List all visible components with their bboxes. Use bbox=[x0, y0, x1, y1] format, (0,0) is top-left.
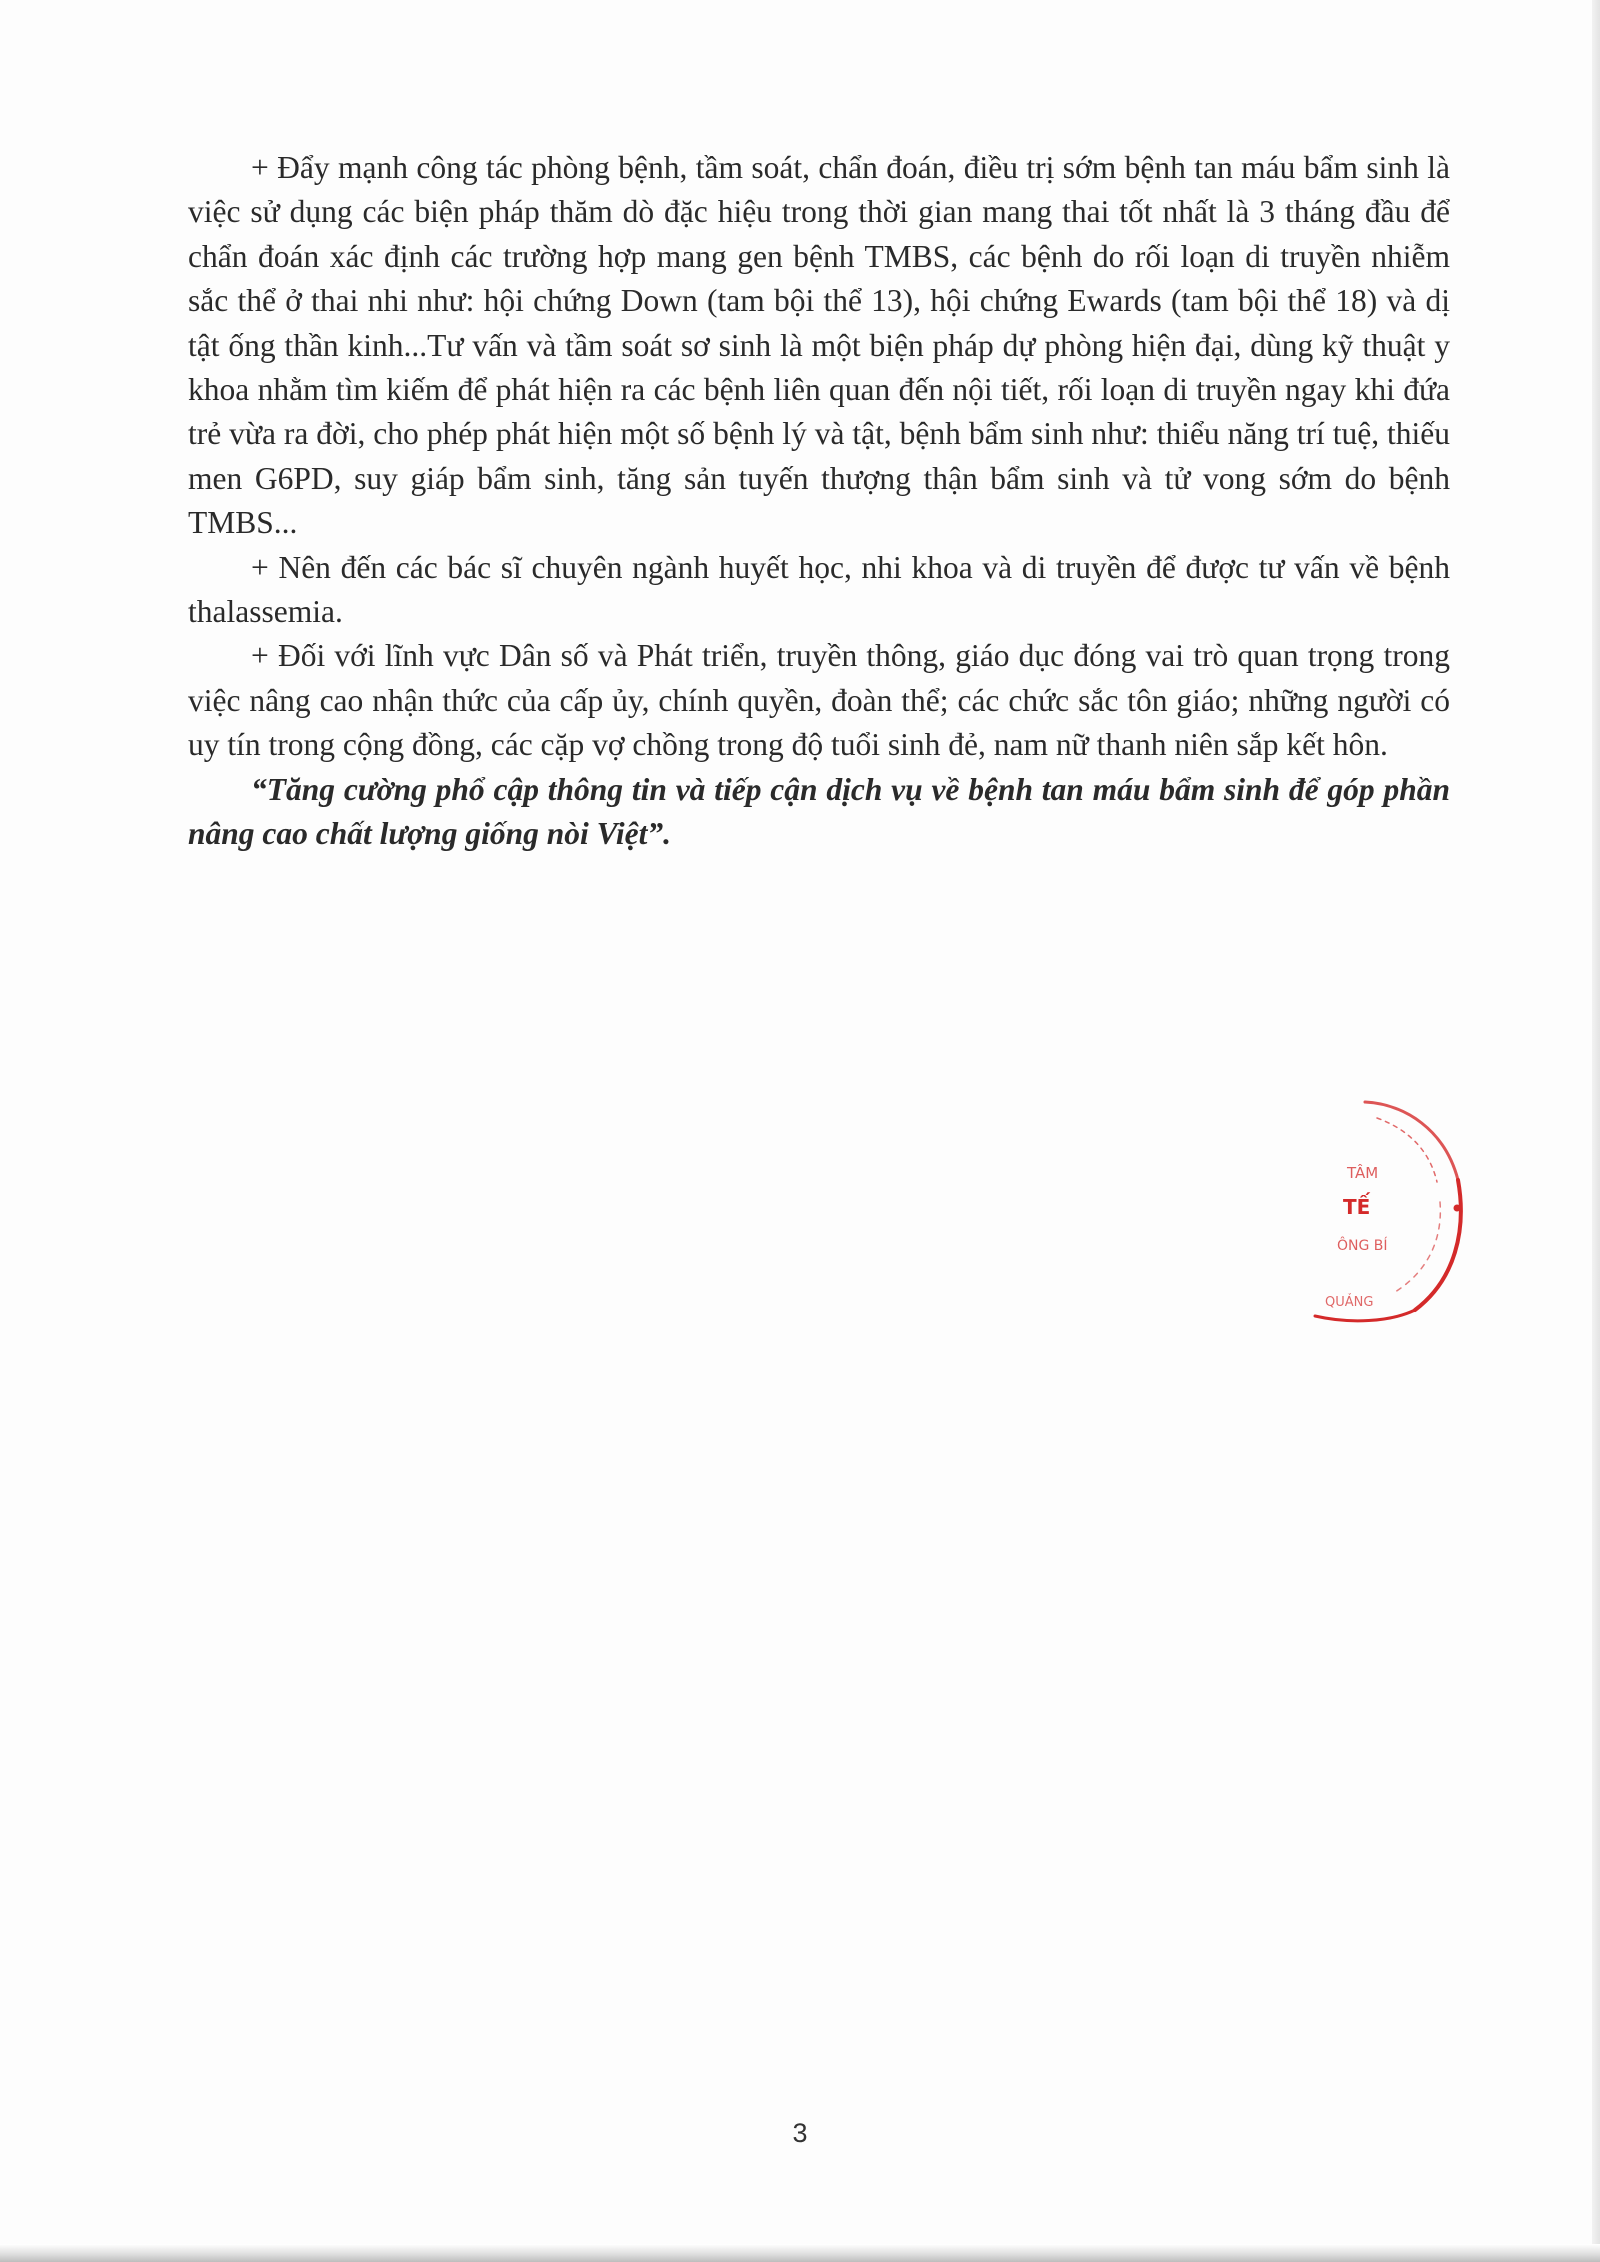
stamp-text-3: ÔNG BÍ bbox=[1337, 1238, 1388, 1254]
slogan: “Tăng cường phổ cập thông tin và tiếp cận dịch vụ về bệnh tan máu bẩm sinh để góp phần nâng cao chất lượng giống nòi Việt”. bbox=[188, 771, 1450, 852]
stamp-text-4: QUẢNG bbox=[1325, 1295, 1374, 1310]
page-right-edge bbox=[1592, 0, 1600, 2262]
stamp-text-1: TÂM bbox=[1347, 1164, 1379, 1182]
paragraph-consult: + Nên đến các bác sĩ chuyên ngành huyết học, nhi khoa và di truyền để được tư vấn về bệnh thalassemia. bbox=[188, 549, 1450, 630]
stamp-text-2: TẾ bbox=[1343, 1195, 1371, 1219]
document-body bbox=[188, 146, 1450, 857]
page-bottom-edge bbox=[0, 2244, 1600, 2262]
red-seal-stamp bbox=[1295, 1090, 1475, 1340]
paragraph-screening: + Đẩy mạnh công tác phòng bệnh, tầm soát, chẩn đoán, điều trị sớm bệnh tan máu bẩm sinh là việc sử dụng các biện pháp thăm dò đặc hiệu trong thời gian mang thai tốt nhất là 3 tháng đầu để chẩn đoán xác định các trường hợp mang gen bệnh TMBS, các bệnh do rối loạn di truyền nhiễm sắc thể ở thai nhi như: hội chứng Down (tam bội thể 13), hội chứng Ewards (tam bội thể 18) và dị tật ống thần kinh...Tư vấn và tầm soát sơ sinh là một biện pháp dự phòng hiện đại, dùng kỹ thuật y khoa nhằm tìm kiếm để phát hiện ra các bệnh liên quan đến nội tiết, rối loạn di truyền ngay khi đứa trẻ vừa ra đời, cho phép phát hiện một số bệnh lý và tật, bệnh bẩm sinh như: thiểu năng trí tuệ, thiếu men G6PD, suy giáp bẩm sinh, tăng sản tuyến thượng thận bẩm sinh và tử vong sớm do bệnh TMBS... bbox=[188, 150, 1450, 541]
page-number: 3 bbox=[792, 2118, 808, 2148]
paragraph-communication: + Đối với lĩnh vực Dân số và Phát triển, truyền thông, giáo dục đóng vai trò quan trọng trong việc nâng cao nhận thức của cấp ủy, chính quyền, đoàn thể; các chức sắc tôn giáo; những người có uy tín trong cộng đồng, các cặp vợ chồng trong độ tuổi sinh đẻ, nam nữ thanh niên sắp kết hôn. bbox=[188, 638, 1450, 763]
